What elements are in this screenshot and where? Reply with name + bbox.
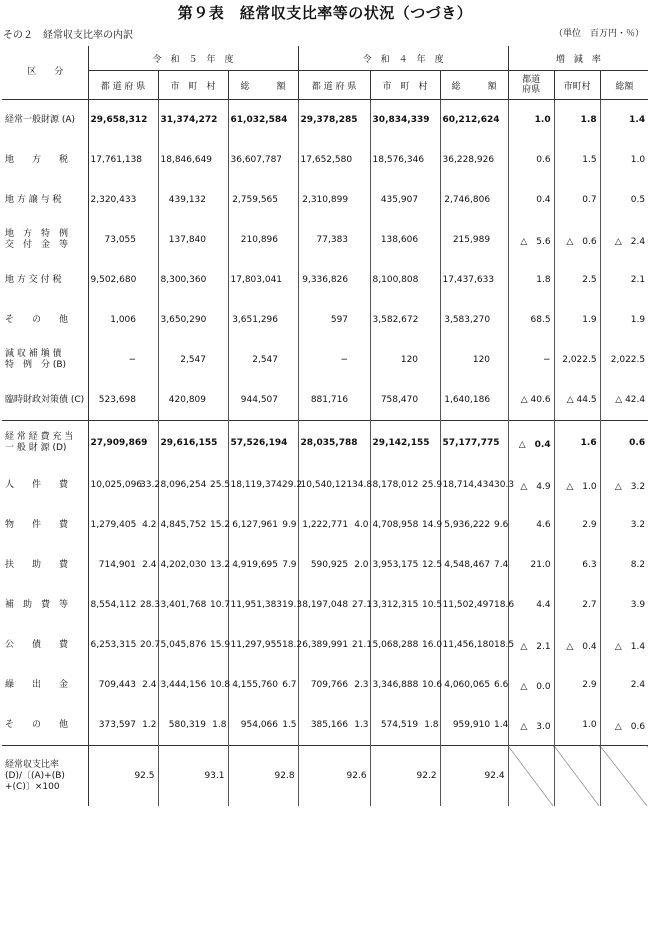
diagonal-empty-cell	[600, 746, 648, 807]
amount-cell: 2,759,565	[232, 195, 278, 205]
share-cell	[420, 380, 440, 421]
amount-cell: 36,607,787	[230, 155, 283, 165]
amount-cell: 31,374,272	[160, 115, 218, 125]
share-cell: 10.6	[420, 665, 440, 705]
share-cell	[350, 380, 370, 421]
share-cell	[492, 180, 508, 220]
amount-cell: 210,896	[240, 235, 278, 245]
amount-cell: 373,597	[98, 720, 136, 730]
amount-cell: −	[128, 355, 136, 365]
amount-cell: 215,989	[452, 235, 491, 245]
amount-cell: 8,300,360	[160, 275, 207, 285]
table-row	[2, 220, 648, 260]
amount-cell: 4,919,695	[232, 560, 278, 570]
change-rate-cell: 4.6	[508, 505, 554, 545]
share-cell: 13.2	[208, 545, 228, 585]
amount-cell: 709,443	[98, 680, 136, 690]
change-rate-cell: 4.4	[508, 585, 554, 625]
change-rate-cell: 0.5	[630, 195, 646, 205]
change-rate-cell: 0.6	[508, 140, 554, 180]
row-label: 地 方 税	[2, 140, 88, 180]
row-label: そ の 他	[2, 705, 88, 746]
change-rate-cell: 68.5	[508, 300, 554, 340]
share-cell	[420, 300, 440, 340]
change-rate-cell: 1.9	[554, 300, 600, 340]
share-cell: 6.7	[280, 665, 298, 705]
change-rate-cell: 1.4	[629, 115, 646, 125]
amount-cell: 120	[472, 355, 491, 365]
change-rate-cell: △ 44.5	[554, 380, 600, 421]
change-rate-cell: 2.5	[554, 260, 600, 300]
change-rate-cell: 6.3	[554, 545, 600, 585]
amount-cell: 6,389,991	[302, 640, 349, 650]
share-cell: 10.8	[208, 665, 228, 705]
share-cell	[138, 340, 158, 380]
amount-cell: 714,901	[98, 560, 136, 570]
table-subtitle: その２ 経常収支比率の内訳	[3, 30, 133, 41]
change-rate-cell: 1.8	[554, 100, 600, 141]
header-category: 区 分	[2, 46, 88, 100]
amount-cell: 580,319	[168, 720, 206, 730]
amount-cell: 8,178,012	[372, 480, 419, 490]
share-cell	[420, 340, 440, 380]
change-rate-cell: △ 1.0	[554, 465, 600, 505]
change-rate-cell: 2.4	[630, 680, 646, 690]
amount-cell: 18,119,374	[230, 480, 283, 490]
share-cell	[420, 260, 440, 300]
header-r4-total: 総 額	[440, 71, 508, 100]
amount-cell: 61,032,584	[230, 115, 288, 125]
table-row	[2, 180, 648, 220]
amount-cell: 4,202,030	[160, 560, 207, 570]
share-cell: 20.7	[138, 625, 158, 665]
amount-cell: 18,714,434	[442, 480, 495, 490]
amount-cell: 3,582,672	[372, 315, 419, 325]
change-rate-cell: 1.8	[508, 260, 554, 300]
share-cell: 12.5	[420, 545, 440, 585]
amount-cell: 3,312,315	[372, 600, 419, 610]
share-cell: 15.2	[208, 505, 228, 545]
share-cell: 25.9	[420, 465, 440, 505]
change-rate-cell: 3.2	[630, 520, 646, 530]
amount-cell: 9,336,826	[302, 275, 349, 285]
header-r4-muni: 市 町 村	[370, 71, 440, 100]
ratio-cell: 92.8	[228, 746, 298, 807]
change-rate-cell: 1.0	[554, 705, 600, 746]
table-row	[2, 340, 648, 380]
share-cell: 16.0	[420, 625, 440, 665]
amount-cell: 57,526,194	[230, 438, 288, 448]
share-cell	[492, 140, 508, 180]
change-rate-cell: △ 0.4	[508, 421, 554, 466]
share-cell	[492, 300, 508, 340]
row-label: 地 方 交 付 税	[2, 260, 88, 300]
diagonal-empty-cell	[554, 746, 600, 807]
row-label: 補 助 費 等	[2, 585, 88, 625]
header-r4-pref: 都 道 府 県	[298, 71, 370, 100]
change-rate-cell: −	[508, 340, 554, 380]
share-cell: 6.6	[492, 665, 508, 705]
change-rate-cell: 2.9	[554, 505, 600, 545]
amount-cell: 590,925	[310, 560, 349, 570]
amount-cell: 73,055	[104, 235, 136, 245]
amount-cell: 6,127,961	[232, 520, 278, 530]
change-rate-cell: 0.7	[554, 180, 600, 220]
amount-cell: 138,606	[380, 235, 419, 245]
share-cell	[492, 220, 508, 260]
table-row	[2, 100, 648, 141]
share-cell	[350, 340, 370, 380]
share-cell: 10.5	[420, 585, 440, 625]
amount-cell: 574,519	[380, 720, 419, 730]
change-rate-cell: △ 40.6	[508, 380, 554, 421]
share-cell	[420, 220, 440, 260]
amount-cell: 2,310,899	[302, 195, 349, 205]
share-cell	[492, 260, 508, 300]
share-cell	[350, 180, 370, 220]
table-row	[2, 545, 648, 585]
ratio-cell: 92.6	[298, 746, 370, 807]
share-cell	[280, 140, 298, 180]
amount-cell: 18,576,346	[372, 155, 425, 165]
share-cell: 27.1	[350, 585, 370, 625]
ratio-cell: 93.1	[158, 746, 228, 807]
share-cell: 1.8	[420, 705, 440, 746]
share-cell: 15.9	[208, 625, 228, 665]
header-r5-total: 総 額	[228, 71, 298, 100]
share-cell	[492, 340, 508, 380]
share-cell	[138, 220, 158, 260]
row-label: 物 件 費	[2, 505, 88, 545]
change-rate-cell: △ 0.6	[554, 220, 600, 260]
amount-cell: 60,212,624	[442, 115, 500, 125]
amount-cell: 4,548,467	[444, 560, 491, 570]
amount-cell: 4,708,958	[372, 520, 419, 530]
share-cell: 1.5	[280, 705, 298, 746]
change-rate-cell: 1.6	[554, 421, 600, 466]
amount-cell: 523,698	[98, 395, 136, 405]
amount-cell: 439,132	[168, 195, 206, 205]
amount-cell: 758,470	[380, 395, 419, 405]
amount-cell: 17,437,633	[442, 275, 495, 285]
share-cell: 34.8	[350, 465, 370, 505]
change-rate-cell: △ 4.9	[508, 465, 554, 505]
share-cell: 7.9	[280, 545, 298, 585]
share-cell	[208, 300, 228, 340]
change-rate-cell: △ 3.2	[614, 481, 646, 492]
amount-cell: 2,320,433	[90, 195, 137, 205]
amount-cell: 5,936,222	[444, 520, 491, 530]
row-label: 公 債 費	[2, 625, 88, 665]
amount-cell: 11,297,955	[230, 640, 283, 650]
amount-cell: 3,401,768	[160, 600, 207, 610]
share-cell	[350, 140, 370, 180]
amount-cell: 1,006	[110, 315, 136, 325]
share-cell: 9.9	[280, 505, 298, 545]
amount-cell: 11,502,497	[442, 600, 495, 610]
footer-label: 経常収支比率 (D)/〔(A)+(B) +(C)〕×100	[2, 746, 88, 807]
change-rate-cell: 0.6	[629, 438, 646, 448]
change-rate-cell: 2.7	[554, 585, 600, 625]
change-rate-cell: △ 1.4	[614, 641, 646, 652]
share-cell	[280, 300, 298, 340]
change-rate-cell: 1.5	[554, 140, 600, 180]
share-cell	[420, 180, 440, 220]
amount-cell: 4,845,752	[160, 520, 207, 530]
amount-cell: 8,197,048	[302, 600, 349, 610]
share-cell: 4.2	[138, 505, 158, 545]
change-rate-cell: △ 3.0	[508, 705, 554, 746]
table-row	[2, 665, 648, 705]
share-cell	[280, 180, 298, 220]
change-rate-cell: 8.2	[630, 560, 646, 570]
table-row	[2, 625, 648, 665]
amount-cell: 2,547	[252, 355, 278, 365]
share-cell: 2.3	[350, 665, 370, 705]
table-row	[2, 505, 648, 545]
amount-cell: 29,658,312	[90, 115, 148, 125]
change-rate-cell: △ 2.1	[508, 625, 554, 665]
table-row	[2, 260, 648, 300]
share-cell: 1.4	[492, 705, 508, 746]
change-rate-cell: 0.4	[508, 180, 554, 220]
amount-cell: 28,035,788	[300, 438, 358, 448]
share-cell	[280, 220, 298, 260]
share-cell: 18.2	[280, 625, 298, 665]
row-label: 繰 出 金	[2, 665, 88, 705]
ratio-cell: 92.4	[440, 746, 508, 807]
share-cell	[280, 260, 298, 300]
row-label: 地 方 譲 与 税	[2, 180, 88, 220]
share-cell	[492, 380, 508, 421]
share-cell: 1.8	[208, 705, 228, 746]
share-cell: 30.3	[492, 465, 508, 505]
row-label: 経常一般財源 (A)	[2, 100, 88, 141]
share-cell: 2.4	[138, 545, 158, 585]
change-rate-cell: 21.0	[508, 545, 554, 585]
change-rate-cell: △ 42.4	[615, 395, 646, 405]
share-cell: 21.1	[350, 625, 370, 665]
amount-cell: 385,166	[310, 720, 349, 730]
header-r5: 令 和 ５ 年 度	[88, 46, 298, 71]
share-cell	[350, 220, 370, 260]
amount-cell: 944,507	[240, 395, 278, 405]
change-rate-cell: △ 5.6	[508, 220, 554, 260]
amount-cell: 3,583,270	[444, 315, 491, 325]
amount-cell: 17,761,138	[90, 155, 143, 165]
amount-cell: 1,222,771	[302, 520, 349, 530]
share-cell	[138, 300, 158, 340]
amount-cell: 77,383	[316, 235, 349, 245]
amount-cell: 2,746,806	[444, 195, 491, 205]
share-cell: 18.5	[492, 625, 508, 665]
share-cell	[350, 260, 370, 300]
row-label: 減 収 補 塡 債 特 例 分 (B)	[2, 340, 88, 380]
amount-cell: 30,834,339	[372, 115, 430, 125]
share-cell: 9.6	[492, 505, 508, 545]
share-cell	[208, 260, 228, 300]
header-r4: 令 和 ４ 年 度	[298, 46, 508, 71]
amount-cell: 17,652,580	[300, 155, 353, 165]
change-rate-cell: △ 0.0	[508, 665, 554, 705]
share-cell: 2.4	[138, 665, 158, 705]
table-row	[2, 585, 648, 625]
amount-cell: 11,951,383	[230, 600, 283, 610]
amount-cell: 959,910	[452, 720, 491, 730]
share-cell	[208, 180, 228, 220]
share-cell: 4.0	[350, 505, 370, 545]
change-rate-cell: 2,022.5	[610, 355, 646, 365]
table-footer-row	[2, 746, 648, 807]
unit-note: （単位 百万円・％）	[553, 29, 644, 39]
change-rate-cell: 2,022.5	[554, 340, 600, 380]
amount-cell: 597	[330, 315, 349, 325]
share-cell	[138, 380, 158, 421]
table-row	[2, 140, 648, 180]
amount-cell: 10,540,121	[300, 480, 353, 490]
table-row	[2, 380, 648, 421]
ratio-cell: 92.2	[370, 746, 440, 807]
amount-cell: 120	[400, 355, 419, 365]
share-cell	[208, 220, 228, 260]
amount-cell: 29,616,155	[160, 438, 218, 448]
amount-cell: 11,456,180	[442, 640, 495, 650]
header-change-muni: 市町村	[554, 71, 600, 100]
amount-cell: 5,045,876	[160, 640, 207, 650]
amount-cell: 29,378,285	[300, 115, 358, 125]
row-label: 臨時財政対策債 (C)	[2, 380, 88, 421]
share-cell: 33.2	[138, 465, 158, 505]
row-label: 地 方 特 例 交 付 金 等	[2, 220, 88, 260]
change-rate-cell: 1.9	[630, 315, 646, 325]
amount-cell: 29,142,155	[372, 438, 430, 448]
share-cell	[350, 300, 370, 340]
row-label: 人 件 費	[2, 465, 88, 505]
table-row	[2, 300, 648, 340]
header-change-pref: 都道 府県	[508, 71, 554, 100]
amount-cell: −	[340, 355, 349, 365]
share-cell: 7.4	[492, 545, 508, 585]
share-cell: 25.5	[208, 465, 228, 505]
amount-cell: 27,909,869	[90, 438, 148, 448]
share-cell: 10.7	[208, 585, 228, 625]
amount-cell: 881,716	[310, 395, 349, 405]
amount-cell: 8,100,808	[372, 275, 419, 285]
amount-cell: 4,060,065	[444, 680, 491, 690]
row-label: 扶 助 費	[2, 545, 88, 585]
share-cell: 28.3	[138, 585, 158, 625]
change-rate-cell: 2.9	[554, 665, 600, 705]
share-cell: 1.3	[350, 705, 370, 746]
amount-cell: 1,279,405	[90, 520, 137, 530]
table-row	[2, 705, 648, 746]
amount-cell: 57,177,775	[442, 438, 500, 448]
share-cell	[208, 380, 228, 421]
amount-cell: 4,155,760	[232, 680, 278, 690]
header-change-total: 総額	[600, 71, 648, 100]
table-row	[2, 465, 648, 505]
share-cell: 14.9	[420, 505, 440, 545]
share-cell: 19.3	[280, 585, 298, 625]
amount-cell: 9,502,680	[90, 275, 137, 285]
share-cell	[138, 260, 158, 300]
change-rate-cell: △ 0.6	[614, 721, 646, 732]
change-rate-cell: △ 2.4	[614, 236, 646, 247]
amount-cell: 954,066	[240, 720, 278, 730]
amount-cell: 3,650,290	[160, 315, 207, 325]
amount-cell: 17,803,041	[230, 275, 283, 285]
amount-cell: 3,444,156	[160, 680, 207, 690]
header-r5-pref: 都 道 府 県	[88, 71, 158, 100]
amount-cell: 8,096,254	[160, 480, 207, 490]
share-cell	[280, 380, 298, 421]
amount-cell: 420,809	[168, 395, 206, 405]
share-cell	[138, 180, 158, 220]
header-change: 増 減 率	[508, 46, 648, 71]
change-rate-cell: 1.0	[508, 100, 554, 141]
amount-cell: 8,554,112	[90, 600, 137, 610]
ratio-breakdown-table	[2, 46, 648, 806]
share-cell	[208, 340, 228, 380]
amount-cell: 10,025,096	[90, 480, 143, 490]
share-cell: 1.2	[138, 705, 158, 746]
change-rate-cell: 1.0	[630, 155, 646, 165]
amount-cell: 3,346,888	[372, 680, 419, 690]
share-cell: 18.6	[492, 585, 508, 625]
amount-cell: 2,547	[180, 355, 206, 365]
diagonal-empty-cell	[508, 746, 554, 807]
share-cell: 2.0	[350, 545, 370, 585]
page-title: 第９表 経常収支比率等の状況（つづき）	[177, 4, 473, 22]
amount-cell: 5,068,288	[372, 640, 419, 650]
share-cell: 29.2	[280, 465, 298, 505]
amount-cell: 36,228,926	[442, 155, 495, 165]
share-cell	[280, 340, 298, 380]
row-label: 経 常 経 費 充 当 一 般 財 源 (D)	[2, 421, 88, 466]
amount-cell: 435,907	[380, 195, 419, 205]
change-rate-cell: △ 0.4	[554, 625, 600, 665]
ratio-cell: 92.5	[88, 746, 158, 807]
amount-cell: 137,840	[168, 235, 206, 245]
header-r5-muni: 市 町 村	[158, 71, 228, 100]
row-label: そ の 他	[2, 300, 88, 340]
amount-cell: 18,846,649	[160, 155, 213, 165]
amount-cell: 6,253,315	[90, 640, 137, 650]
amount-cell: 1,640,186	[444, 395, 491, 405]
amount-cell: 3,651,296	[232, 315, 278, 325]
change-rate-cell: 3.9	[630, 600, 646, 610]
change-rate-cell: 2.1	[630, 275, 646, 285]
amount-cell: 709,766	[310, 680, 349, 690]
table-row	[2, 421, 648, 466]
amount-cell: 3,953,175	[372, 560, 419, 570]
